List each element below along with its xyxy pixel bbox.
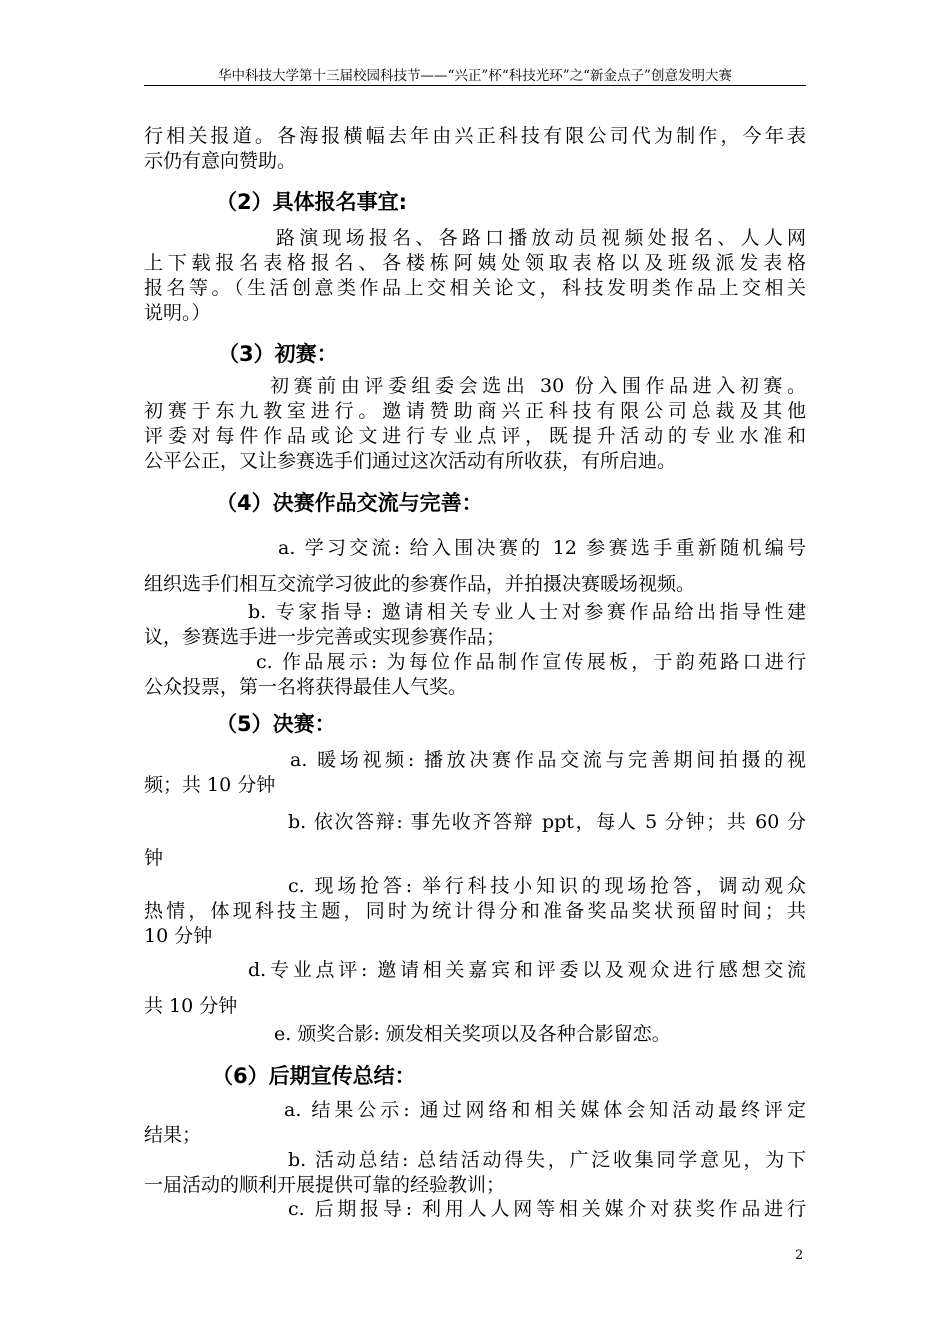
- final-exchange-b-line-2: 议，参赛选手进一步完善或实现参赛作品；: [144, 626, 506, 648]
- intro-line-1: 行相关报道。各海报横幅去年由兴正科技有限公司代为制作，今年表: [144, 125, 806, 147]
- preliminary-line-1: 初赛前由评委组委会选出 30 份入围作品进入初赛。: [270, 375, 806, 397]
- intro-paragraph: [144, 124, 806, 174]
- final-b-line-2: 钟: [144, 847, 164, 869]
- running-header: 华中科技大学第十三届校园科技节——“兴正”杯“科技光环”之“新金点子”创意发明大赛: [218, 68, 732, 84]
- final-item-d-cont: [144, 994, 806, 1019]
- final-item-a: [144, 748, 806, 798]
- final-exchange-c-line-2: 公众投票，第一名将获得最佳人气奖。: [144, 676, 468, 698]
- final-item-b: [144, 810, 806, 835]
- section-heading-final-exchange: （4）决赛作品交流与完善：: [216, 491, 483, 515]
- final-exchange-item-b: [144, 600, 806, 650]
- publicity-c-line-1: c. 后期报导: 利用人人网等相关媒介对获奖作品进行: [288, 1198, 806, 1220]
- preliminary-line-2: 初赛于东九教室进行。邀请赞助商兴正科技有限公司总裁及其他: [144, 400, 806, 422]
- registration-line-4: 说明。）: [144, 302, 211, 324]
- publicity-b-line-2: 一届活动的顺利开展提供可靠的经验教训；: [144, 1174, 506, 1196]
- section-heading-final: （5）决赛：: [216, 712, 336, 736]
- final-c-line-3: 10 分钟: [144, 925, 213, 947]
- final-item-b-cont: [144, 846, 806, 871]
- publicity-item-a: [144, 1098, 806, 1148]
- section-heading-publicity-summary: （6）后期宣传总结：: [212, 1064, 416, 1088]
- registration-line-3: 报名等。（生活创意类作品上交相关论文，科技发明类作品上交相关: [144, 277, 806, 299]
- final-exchange-item-c: [144, 650, 806, 700]
- final-d-line-1: d.专业点评: 邀请相关嘉宾和评委以及观众进行感想交流: [248, 959, 806, 981]
- final-a-line-2: 频；共 10 分钟: [144, 774, 276, 796]
- final-item-c: [144, 874, 806, 949]
- publicity-item-c: [144, 1197, 806, 1222]
- publicity-b-line-1: b. 活动总结: 总结活动得失，广泛收集同学意见，为下: [288, 1149, 806, 1171]
- final-exchange-b-line-1: b. 专家指导: 邀请相关专业人士对参赛作品给出指导性建: [248, 601, 806, 623]
- final-item-e: [144, 1022, 806, 1047]
- final-exchange-item-a-cont: [144, 572, 806, 597]
- header-divider: [144, 85, 806, 86]
- registration-line-2: 上下载报名表格报名、各楼栋阿姨处领取表格以及班级派发表格: [144, 252, 806, 274]
- final-a-line-1: a. 暖场视频: 播放决赛作品交流与完善期间拍摄的视: [290, 749, 806, 771]
- final-exchange-item-a: [144, 536, 806, 561]
- final-exchange-c-line-1: c. 作品展示: 为每位作品制作宣传展板，于韵苑路口进行: [256, 651, 806, 673]
- page-number: 2: [795, 1248, 804, 1263]
- final-e-line-1: e. 颁奖合影: 颁发相关奖项以及各种合影留恋。: [274, 1023, 671, 1045]
- preliminary-paragraph: [144, 374, 806, 474]
- publicity-item-b: [144, 1148, 806, 1198]
- preliminary-line-4: 公平公正，又让参赛选手们通过这次活动有所收获，有所启迪。: [144, 450, 677, 472]
- final-c-line-2: 热情，体现科技主题，同时为统计得分和准备奖品奖状预留时间；共: [144, 900, 806, 922]
- final-d-line-2: 共 10 分钟: [144, 995, 238, 1017]
- final-c-line-1: c. 现场抢答: 举行科技小知识的现场抢答，调动观众: [288, 875, 806, 897]
- final-item-d: [144, 958, 806, 983]
- final-exchange-a-line-1: a. 学习交流: 给入围决赛的 12 参赛选手重新随机编号: [278, 537, 806, 559]
- section-heading-registration: （2）具体报名事宜:: [216, 190, 408, 214]
- final-b-line-1: b. 依次答辩: 事先收齐答辩 ppt，每人 5 分钟；共 60 分: [288, 811, 806, 833]
- final-exchange-a-line-2: 组织选手们相互交流学习彼此的参赛作品，并拍摄决赛暖场视频。: [144, 573, 696, 595]
- publicity-a-line-1: a. 结果公示: 通过网络和相关媒体会知活动最终评定: [284, 1099, 806, 1121]
- publicity-a-line-2: 结果；: [144, 1124, 202, 1146]
- preliminary-line-3: 评委对每件作品或论文进行专业点评，既提升活动的专业水准和: [144, 425, 806, 447]
- registration-line-1: 路演现场报名、各路口播放动员视频处报名、人人网: [276, 227, 806, 249]
- section-heading-preliminary: （3）初赛：: [218, 342, 338, 366]
- intro-line-2: 示仍有意向赞助。: [144, 150, 297, 172]
- registration-paragraph: [144, 226, 806, 326]
